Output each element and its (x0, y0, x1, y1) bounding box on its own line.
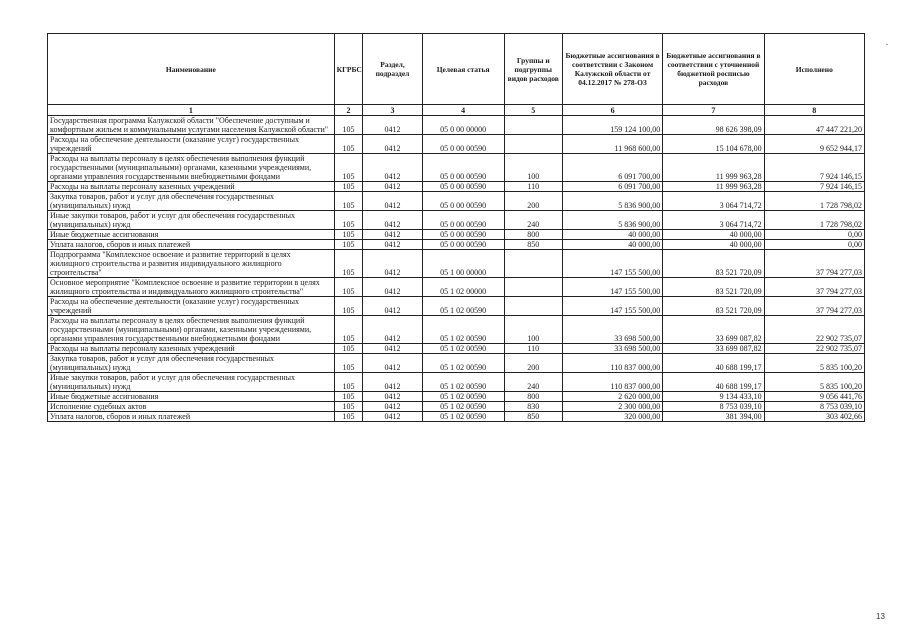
cell-refined: 33 699 087,82 (663, 316, 764, 344)
cell-executed: 8 753 039,10 (764, 402, 864, 412)
cell-kgrbs: 105 (334, 135, 363, 154)
cell-name: Расходы на обеспечение деятельности (оказание услуг) государственных учреждений (48, 135, 335, 154)
cell-name: Закупка товаров, работ и услуг для обеспечения государственных (муниципальных) нужд (48, 354, 335, 373)
column-number: 1 (48, 105, 335, 116)
cell-group: 800 (504, 392, 562, 402)
cell-law: 6 091 700,00 (562, 154, 662, 182)
header-section: Раздел, подраздел (363, 34, 422, 105)
cell-refined: 381 394,00 (663, 412, 764, 422)
cell-kgrbs: 105 (334, 230, 363, 240)
cell-kgrbs: 105 (334, 250, 363, 278)
cell-law: 147 155 500,00 (562, 297, 662, 316)
cell-name: Уплата налогов, сборов и иных платежей (48, 412, 335, 422)
cell-refined: 83 521 720,09 (663, 297, 764, 316)
cell-executed: 9 056 441,76 (764, 392, 864, 402)
cell-name: Расходы на выплаты персоналу казенных учреждений (48, 344, 335, 354)
table-row (48, 154, 865, 182)
cell-group: 200 (504, 192, 562, 211)
cell-refined: 3 064 714,72 (663, 211, 764, 230)
cell-target: 05 1 02 00590 (422, 354, 504, 373)
cell-executed: 37 794 277,03 (764, 297, 864, 316)
header-law: Бюджетные ассигнования в соответствии с Законом Калужской области от 04.12.2017 № 278-ОЗ (562, 34, 662, 105)
cell-refined: 9 134 433,10 (663, 392, 764, 402)
cell-refined: 40 688 199,17 (663, 354, 764, 373)
page-number: 13 (876, 612, 885, 621)
header-executed: Исполнено (764, 34, 864, 105)
cell-target: 05 0 00 00590 (422, 230, 504, 240)
cell-name: Иные закупки товаров, работ и услуг для обеспечения государственных (муниципальных) нужд (48, 373, 335, 392)
table-row (48, 412, 865, 422)
cell-refined: 15 104 678,00 (663, 135, 764, 154)
cell-section: 0412 (363, 135, 422, 154)
cell-refined: 33 699 087,82 (663, 344, 764, 354)
cell-law: 110 837 000,00 (562, 354, 662, 373)
cell-group (504, 278, 562, 297)
cell-section: 0412 (363, 230, 422, 240)
cell-kgrbs: 105 (334, 211, 363, 230)
cell-executed: 9 652 944,17 (764, 135, 864, 154)
column-number: 8 (764, 105, 864, 116)
cell-group (504, 116, 562, 135)
cell-target: 05 1 02 00590 (422, 344, 504, 354)
cell-name: Расходы на выплаты персоналу казенных учреждений (48, 182, 335, 192)
table-row (48, 135, 865, 154)
cell-target: 05 0 00 00590 (422, 135, 504, 154)
cell-refined: 40 000,00 (663, 230, 764, 240)
cell-executed: 0,00 (764, 230, 864, 240)
cell-group: 800 (504, 230, 562, 240)
cell-name: Государственная программа Калужской области "Обеспечение доступным и комфортным жильем и коммунальными услугами населения Калужской области" (48, 116, 335, 135)
cell-refined: 40 000,00 (663, 240, 764, 250)
cell-executed: 1 728 798,02 (764, 192, 864, 211)
column-number: 2 (334, 105, 363, 116)
cell-refined: 83 521 720,09 (663, 250, 764, 278)
cell-name: Расходы на выплаты персоналу в целях обеспечения выполнения функций государственными (муниципальными) органами, казенными учреждениями, органами управления государственными внебюджетными фондами (48, 154, 335, 182)
cell-target: 05 0 00 00590 (422, 182, 504, 192)
cell-name: Иные бюджетные ассигнования (48, 230, 335, 240)
cell-refined: 3 064 714,72 (663, 192, 764, 211)
cell-refined: 83 521 720,09 (663, 278, 764, 297)
cell-group: 240 (504, 373, 562, 392)
cell-name: Иные бюджетные ассигнования (48, 392, 335, 402)
cell-section: 0412 (363, 250, 422, 278)
cell-target: 05 0 00 00590 (422, 240, 504, 250)
cell-group (504, 250, 562, 278)
header-groups: Группы и подгруппы видов расходов (504, 34, 562, 105)
column-number: 3 (363, 105, 422, 116)
cell-law: 2 620 000,00 (562, 392, 662, 402)
cell-group: 830 (504, 402, 562, 412)
cell-kgrbs: 105 (334, 116, 363, 135)
cell-section: 0412 (363, 278, 422, 297)
cell-executed: 0,00 (764, 240, 864, 250)
cell-law: 5 836 900,00 (562, 192, 662, 211)
cell-kgrbs: 105 (334, 402, 363, 412)
cell-executed: 37 794 277,03 (764, 250, 864, 278)
cell-law: 40 000,00 (562, 230, 662, 240)
margin-mark (886, 44, 888, 45)
table-row (48, 192, 865, 211)
cell-section: 0412 (363, 182, 422, 192)
cell-group: 200 (504, 354, 562, 373)
cell-name: Расходы на выплаты персоналу в целях обеспечения выполнения функций государственными (муниципальными) органами, казенными учреждениями, органами управления государственными внебюджетными фондами (48, 316, 335, 344)
cell-refined: 11 999 963,28 (663, 182, 764, 192)
table-row (48, 297, 865, 316)
cell-law: 11 968 600,00 (562, 135, 662, 154)
cell-law: 33 698 500,00 (562, 316, 662, 344)
table-row (48, 278, 865, 297)
cell-target: 05 0 00 00590 (422, 154, 504, 182)
cell-kgrbs: 105 (334, 192, 363, 211)
cell-executed: 303 402,66 (764, 412, 864, 422)
table-row (48, 354, 865, 373)
cell-executed: 22 902 735,07 (764, 316, 864, 344)
cell-section: 0412 (363, 316, 422, 344)
cell-target: 05 1 02 00590 (422, 373, 504, 392)
cell-target: 05 1 02 00590 (422, 392, 504, 402)
column-number: 4 (422, 105, 504, 116)
table-row (48, 373, 865, 392)
cell-section: 0412 (363, 412, 422, 422)
table-row (48, 344, 865, 354)
cell-kgrbs: 105 (334, 412, 363, 422)
column-number: 7 (663, 105, 764, 116)
cell-section: 0412 (363, 373, 422, 392)
cell-name: Закупка товаров, работ и услуг для обеспечения государственных (муниципальных) нужд (48, 192, 335, 211)
cell-group (504, 297, 562, 316)
cell-executed: 1 728 798,02 (764, 211, 864, 230)
table-row (48, 402, 865, 412)
cell-executed: 7 924 146,15 (764, 154, 864, 182)
cell-section: 0412 (363, 354, 422, 373)
cell-target: 05 1 00 00000 (422, 250, 504, 278)
table-row (48, 250, 865, 278)
cell-section: 0412 (363, 211, 422, 230)
cell-target: 05 0 00 00000 (422, 116, 504, 135)
cell-name: Исполнение судебных актов (48, 402, 335, 412)
header-kgrbs: КГРБС (334, 34, 363, 105)
column-number: 5 (504, 105, 562, 116)
cell-kgrbs: 105 (334, 354, 363, 373)
column-number: 6 (562, 105, 662, 116)
cell-executed: 22 902 735,07 (764, 344, 864, 354)
cell-target: 05 1 02 00590 (422, 402, 504, 412)
cell-group: 240 (504, 211, 562, 230)
cell-target: 05 0 00 00590 (422, 211, 504, 230)
table-row (48, 230, 865, 240)
cell-target: 05 1 02 00590 (422, 316, 504, 344)
table-row (48, 316, 865, 344)
cell-law: 147 155 500,00 (562, 250, 662, 278)
cell-executed: 5 835 100,20 (764, 354, 864, 373)
cell-executed: 37 794 277,03 (764, 278, 864, 297)
cell-executed: 5 835 100,20 (764, 373, 864, 392)
cell-law: 2 300 000,00 (562, 402, 662, 412)
cell-refined: 98 626 398,09 (663, 116, 764, 135)
cell-name: Иные закупки товаров, работ и услуг для обеспечения государственных (муниципальных) нужд (48, 211, 335, 230)
cell-section: 0412 (363, 116, 422, 135)
cell-refined: 8 753 039,10 (663, 402, 764, 412)
cell-group: 110 (504, 182, 562, 192)
cell-law: 5 836 900,00 (562, 211, 662, 230)
cell-law: 159 124 100,00 (562, 116, 662, 135)
cell-law: 320 000,00 (562, 412, 662, 422)
cell-law: 110 837 000,00 (562, 373, 662, 392)
header-target: Целевая статья (422, 34, 504, 105)
cell-group: 100 (504, 154, 562, 182)
cell-kgrbs: 105 (334, 182, 363, 192)
cell-kgrbs: 105 (334, 373, 363, 392)
budget-table (47, 33, 865, 422)
table-body (48, 116, 865, 422)
cell-section: 0412 (363, 392, 422, 402)
cell-target: 05 1 02 00000 (422, 278, 504, 297)
cell-law: 33 698 500,00 (562, 344, 662, 354)
cell-target: 05 0 00 00590 (422, 192, 504, 211)
cell-refined: 11 999 963,28 (663, 154, 764, 182)
cell-section: 0412 (363, 297, 422, 316)
cell-section: 0412 (363, 402, 422, 412)
cell-kgrbs: 105 (334, 392, 363, 402)
cell-executed: 7 924 146,15 (764, 182, 864, 192)
cell-kgrbs: 105 (334, 297, 363, 316)
cell-kgrbs: 105 (334, 154, 363, 182)
cell-group: 850 (504, 412, 562, 422)
column-number-row (48, 105, 865, 116)
cell-kgrbs: 105 (334, 240, 363, 250)
cell-name: Уплата налогов, сборов и иных платежей (48, 240, 335, 250)
cell-law: 6 091 700,00 (562, 182, 662, 192)
cell-refined: 40 688 199,17 (663, 373, 764, 392)
table-row (48, 392, 865, 402)
cell-executed: 47 447 221,20 (764, 116, 864, 135)
table-row (48, 211, 865, 230)
cell-name: Расходы на обеспечение деятельности (оказание услуг) государственных учреждений (48, 297, 335, 316)
cell-kgrbs: 105 (334, 278, 363, 297)
cell-group: 850 (504, 240, 562, 250)
cell-law: 40 000,00 (562, 240, 662, 250)
cell-law: 147 155 500,00 (562, 278, 662, 297)
cell-name: Основное мероприятие "Комплексное освоение и развитие территории в целях жилищного строительства и индивидуального жилищного строительства" (48, 278, 335, 297)
cell-kgrbs: 105 (334, 316, 363, 344)
cell-section: 0412 (363, 154, 422, 182)
cell-kgrbs: 105 (334, 344, 363, 354)
header-name: Наименование (48, 34, 335, 105)
cell-section: 0412 (363, 192, 422, 211)
cell-section: 0412 (363, 240, 422, 250)
cell-name: Подпрограмма "Комплексное освоение и развитие территорий в целях жилищного строительства и развития индивидуального жилищного строительства" (48, 250, 335, 278)
table-row (48, 116, 865, 135)
cell-group (504, 135, 562, 154)
header-row (48, 34, 865, 105)
cell-target: 05 1 02 00590 (422, 412, 504, 422)
table-row (48, 182, 865, 192)
cell-group: 110 (504, 344, 562, 354)
header-refined: Бюджетные ассигнования в соответствии с уточненной бюджетной росписью расходов (663, 34, 764, 105)
cell-group: 100 (504, 316, 562, 344)
cell-section: 0412 (363, 344, 422, 354)
table-row (48, 240, 865, 250)
cell-target: 05 1 02 00590 (422, 297, 504, 316)
